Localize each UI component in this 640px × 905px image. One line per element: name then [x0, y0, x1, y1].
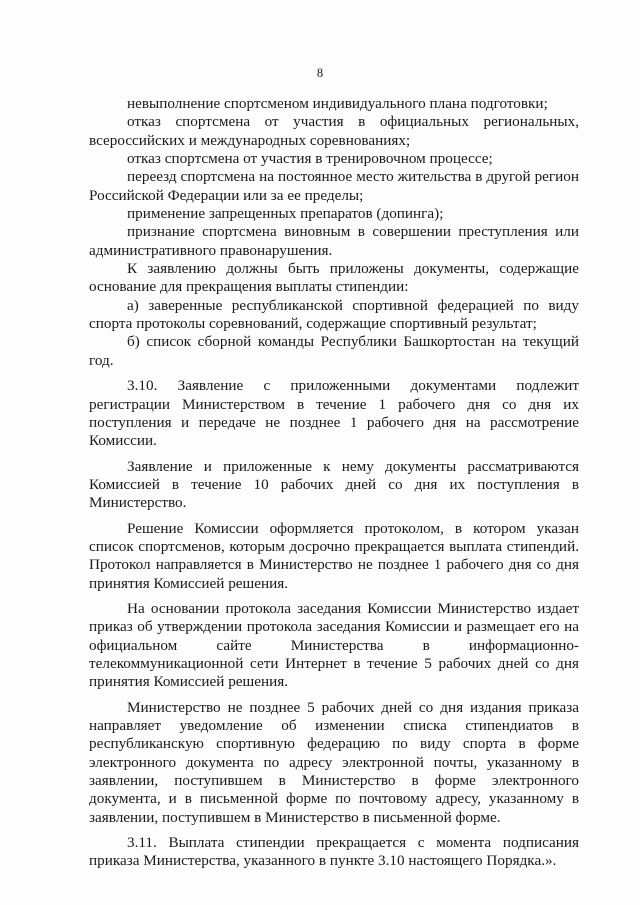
paragraph: Решение Комиссии оформляется протоколом, в котором указан список спортсменов, которым досрочно прекращается выплата стипендий. Протокол направляется в Министерство не позднее 1 рабочего дня со дня принятия Комиссией решения.	[89, 519, 579, 592]
paragraph: а) заверенные республиканской спортивной федерацией по виду спорта протоколы соревнований, содержащие спортивный результат;	[89, 296, 579, 333]
paragraph: На основании протокола заседания Комиссии Министерство издает приказ об утверждении протокола заседания Комиссии и размещает его на официальном сайте Министерства в информационно-телекоммуникационной сети Интернет в течение 5 рабочих дней со дня принятия Комиссией решения.	[89, 599, 579, 691]
paragraph: 3.10. Заявление с приложенными документами подлежит регистрации Министерством в течение 1 рабочего дня со дня их поступления и передаче не позднее 1 рабочего дня на рассмотрение Комиссии.	[89, 377, 579, 450]
paragraph: б) список сборной команды Республики Башкортостан на текущий год.	[89, 333, 579, 369]
paragraph: 3.11. Выплата стипендии прекращается с момента подписания приказа Министерства, указанного в пункте 3.10 настоящего Порядка.».	[89, 834, 579, 870]
paragraph: применение запрещенных препаратов (допинга);	[127, 205, 444, 223]
paragraph: Министерство не позднее 5 рабочих дней со дня издания приказа направляет уведомление об изменении списка стипендиатов в республиканскую спортивную федерацию по виду спорта в форме электронного документа по адресу электронной почты, указанному в заявлении, поступившем в Министерство в форме электронного документа, и в письменной форме по почтовому адресу, указанному в заявлении, поступившем в Министерство в письменной форме.	[89, 698, 579, 826]
paragraph: невыполнение спортсменом индивидуального плана подготовки;	[127, 95, 548, 112]
paragraph: Заявление и приложенные к нему документы рассматриваются Комиссией в течение 10 рабочих дней со дня их поступления в Министерство.	[89, 457, 579, 512]
paragraph: переезд спортсмена на постоянное место жительства в другой регион Российской Федерации или за ее пределы;	[89, 168, 579, 204]
document-body	[89, 95, 579, 871]
paragraph: отказ спортсмена от участия в тренировочном процессе;	[127, 150, 493, 168]
paragraph: признание спортсмена виновным в совершении преступления или административного правонарушения.	[89, 223, 579, 259]
paragraph: отказ спортсмена от участия в официальных региональных, всероссийских и международных соревнованиях;	[89, 113, 579, 149]
paragraph: К заявлению должны быть приложены документы, содержащие основание для прекращения выплаты стипендии:	[89, 260, 579, 296]
page-number: 8	[316, 66, 324, 80]
